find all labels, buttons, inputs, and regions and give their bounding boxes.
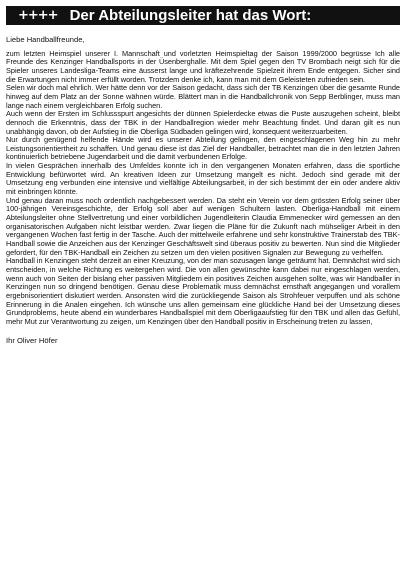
header-bar [6,6,400,25]
page-title: Der Abteilungsleiter hat das Wort: [69,7,312,24]
paragraph: zum letzten Heimspiel unserer I. Mannschaft und vorletzten Heimspieltag der Saison 1999/2000 begrüsse Ich alle Freunde des Kenzinger Handballsports in der Üsenberghalle. Mit dem Spiel gegen den TV Brombach neigt sich für die Spieler unseres Landesliga-Teams eine äusserst lange und kräftezehrende Spielzeit ihrem Ende entgegen. Sicher sind die Erwartungen nicht immer erfüllt worden. Trotzdem denke ich, kann man mit dem Geleisteten zufrieden sein. [6,48,400,84]
paragraph: Und genau daran muss noch ordentlich nachgebessert werden. Da steht ein Verein vor dem grössten Erfolg seiner über 100-jährigen Vereinsgeschichte, der Erfolg soll aber auf wenigen Schultern lasten. Oberliga-Handball mit einem Abteilungsleiter ohne Stellvertretung und einer vorbildlichen Jugendleiterin Claudia Emmenecker wird gemessen an den organisatorischen Aufgaben nicht leistbar werden. Zwar liegen die Pläne für die Zukunft nach mühseliger Arbeit in den vergangenen Wochen fast fertig in der Tasche. Auch der mittelweile erfahrene und sehr konstruktive Trainerstab des TBK-Handball sowie die Anzeichen aus der Kenzinger Geschäftswelt sind überaus positiv zu bewerten. Nun sind die Mitglieder gefordert, für den TBK-Handball ein Zeichen zu setzen um den vielen positiven Signalen zur Bewegung zu verhelfen. [6,195,400,257]
paragraph: Selen wir doch mal ehrlich. Wer hätte denn vor der Saison gedacht, dass sich der TB Kenzingen über die gesamte Runde hinweg auf dem Platz an der Sonne wähnen würde. Blättert man in die Handballchronik von Sepp Berblinger, muss man lange nach einem vergleichbaren Erfolg suchen. [6,83,400,110]
cross-marks: ++++ [18,8,58,23]
letter-body [6,32,400,345]
paragraph: In vielen Gesprächen innerhalb des Umfeldes konnte ich in den vergangenen Monaten erfahren, dass die sportliche Entwicklung befürwortet wird. An kreativen Ideen zur Umsetzung mangelt es nicht. Jedoch sind gerade mit der Umsetzung eng verbunden eine intensive und vielfältige Abteilungsarbeit, in der sich bestimmt der ein oder andere aktiv mit einbringen könnte. [6,161,400,197]
paragraph: Nur durch genügend helfende Hände wird es unserer Abteilung gelingen, den eingeschlagenen Weg hin zu mehr Leistungsorientiertheit zu schaffen. Und genau diese ist das Ziel der Handballer, betrachtet man die in den letzten Jahren kontinuierlich betriebene Jugendarbeit und die damit verbundenen Erfolge. [6,135,400,162]
signature: Ihr Oliver Höfer [6,335,58,345]
greeting: Liebe Handballfreunde, [6,35,85,44]
paragraph: Handball in Kenzingen steht derzeit an einer Kreuzung, von der man sozusagen lange geträumt hat. Demnächst wird sich entscheiden, in welche Richtung es weitergehen wird. Die von allen gewünschte kann dabei nur eingeschlagen werden, wenn auch von Seiten der bislang eher passiven Mitgliedern ein positives Zeichen ausgehen sollte, was wir Handballer in Kenzingen nun so dringend benötigen. Genau diese Problematik muss demnächst ernsthaft angegangen und vorallem ergebnisorientiert diskutiert werden. Ansonsten wird die zurückliegende Saison als Strohfeuer verpuffen und als schöne Erinnerung in die Analen eingehen. Ich wünsche uns allen gemeinsam eine glückliche Hand bei der Umsetzung dieses Grundproblems, heute abend ein wunderbares Handballspiel mit dem Oberligaaufstieg für den TBK und allen das Gefühl, mehr Mut zur Verantwortung zu zeigen, um Kenzingen über den Handball positiv in Erscheinung treten zu lassen, [6,256,400,326]
paragraph: Auch wenn der Ersten im Schlussspurt angesichts der dünnen Spielerdecke etwas die Puste auszugehen scheint, bleibt dennoch die Erkenntnis, dass der TBK in der Handballregion wieder mehr Beachtung findet. Und daran gilt es nun unabhängig davon, ob der Aufstieg in die Oberliga Südbaden gelingen wird, konsequent weiterzuarbeiten. [6,109,400,136]
